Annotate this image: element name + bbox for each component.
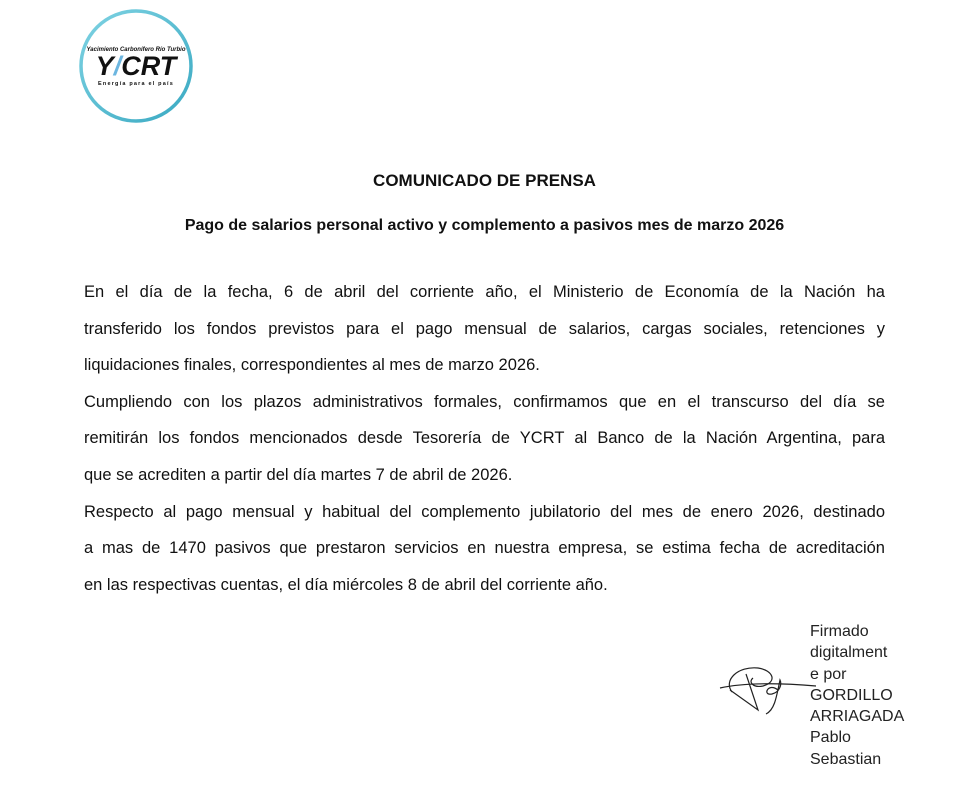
text-line: remitirán los fondos mencionados desde Tesorería de YCRT al Banco de la Nación Argentina, para — [84, 429, 885, 448]
signature-line: e por — [810, 665, 847, 683]
text-line: En el día de la fecha, 6 de abril del corriente año, el Ministerio de Economía de la Nación ha — [84, 283, 885, 301]
text-line: que se acrediten a partir del día martes 7 de abril de 2026. — [84, 465, 513, 484]
text-line: en las respectivas cuentas, el día miércoles 8 de abril del corriente año. — [84, 575, 608, 594]
signature-line: Pablo — [810, 729, 851, 747]
signature-line: Firmado — [810, 623, 869, 640]
text-line: Respecto al pago mensual y habitual del complemento jubilatorio del mes de enero 2026, destinado — [84, 502, 885, 521]
handwritten-signature — [718, 660, 818, 730]
ycrt-logo — [78, 8, 194, 124]
digital-signature-text — [810, 621, 904, 770]
text-line: a mas de 1470 pasivos que prestaron servicios en nuestra empresa, se estima fecha de acreditación — [84, 539, 885, 558]
svg-text:Y/CRT: Y/CRT — [95, 51, 177, 81]
paragraph — [84, 391, 885, 501]
text-line: liquidaciones finales, correspondientes al mes de marzo 2026. — [84, 356, 540, 375]
svg-text:Yacimiento Carbonífero Río Tur: Yacimiento Carbonífero Río Turbio — [86, 47, 186, 53]
body-text — [84, 281, 885, 610]
svg-text:Energía para el país: Energía para el país — [98, 81, 174, 87]
page-title: COMUNICADO DE PRENSA — [373, 171, 596, 190]
text-line: Cumpliendo con los plazos administrativos formales, confirmamos que en el transcurso del día se — [84, 392, 885, 411]
signature-line: ARRIAGADA — [810, 708, 905, 726]
paragraph — [84, 281, 885, 391]
text-line: transferido los fondos previstos para el pago mensual de salarios, cargas sociales, retenciones y — [84, 319, 885, 338]
signature-line: digitalment — [810, 644, 888, 662]
page-subtitle: Pago de salarios personal activo y complemento a pasivos mes de marzo 2026 — [184, 217, 785, 234]
signature-line: GORDILLO — [810, 686, 893, 704]
paragraph — [84, 501, 885, 611]
signature-line: Sebastian — [810, 750, 882, 768]
